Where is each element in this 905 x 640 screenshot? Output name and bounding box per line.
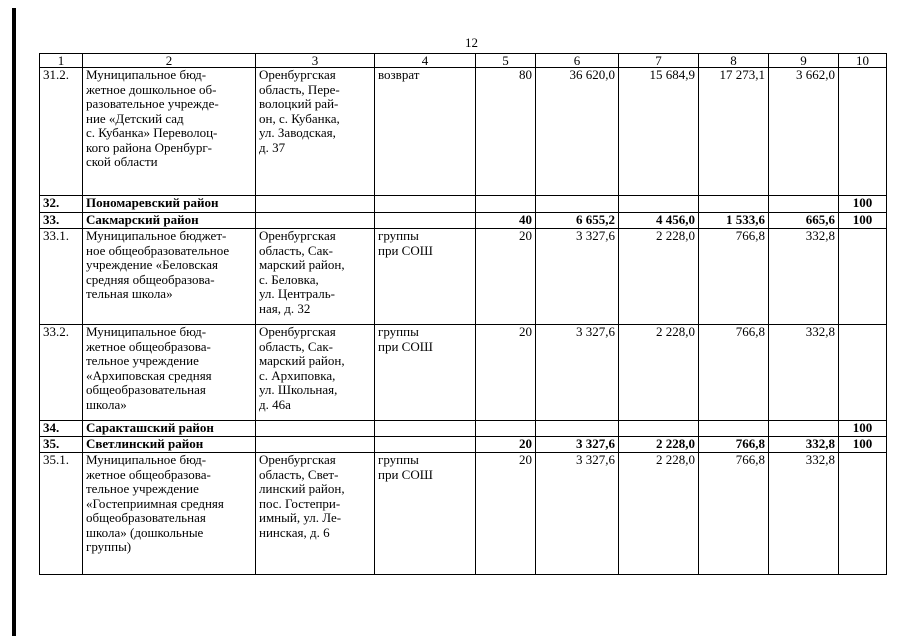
amount-total: 3 327,6 xyxy=(536,453,619,575)
column-number: 7 xyxy=(619,54,699,68)
amount-federal: 2 228,0 xyxy=(619,325,699,421)
institution-row xyxy=(40,68,887,196)
column-number: 8 xyxy=(699,54,769,68)
institution-name: Муниципальное бюд- жетное общеобразова- тельное учреждение «Гостеприимная средняя общеобразовательная школа» (дошкольные группы) xyxy=(83,453,256,575)
type xyxy=(375,437,476,453)
address: Оренбургская область, Сак- марский район, с. Беловка, ул. Централь- ная, д. 32 xyxy=(256,229,375,325)
address xyxy=(256,437,375,453)
institution-name: Сакмарский район xyxy=(83,213,256,229)
amount-regional: 766,8 xyxy=(699,453,769,575)
amount-regional: 766,8 xyxy=(699,325,769,421)
type: группы при СОШ xyxy=(375,229,476,325)
row-number: 34. xyxy=(40,421,83,437)
type: группы при СОШ xyxy=(375,453,476,575)
address: Оренбургская область, Сак- марский район, с. Архиповка, ул. Школьная, д. 46а xyxy=(256,325,375,421)
amount-regional: 766,8 xyxy=(699,229,769,325)
capacity: 20 xyxy=(476,229,536,325)
column-number: 4 xyxy=(375,54,476,68)
institution-name: Светлинский район xyxy=(83,437,256,453)
capacity: 20 xyxy=(476,325,536,421)
type: возврат xyxy=(375,68,476,196)
column-number: 3 xyxy=(256,54,375,68)
page-number: 12 xyxy=(465,35,478,50)
amount-federal: 4 456,0 xyxy=(619,213,699,229)
address: Оренбургская область, Пере- волоцкий рай- он, с. Кубанка, ул. Заводская, д. 37 xyxy=(256,68,375,196)
amount-local: 332,8 xyxy=(769,437,839,453)
percent: 100 xyxy=(839,213,887,229)
row-number: 33.2. xyxy=(40,325,83,421)
address xyxy=(256,196,375,213)
amount-local xyxy=(769,421,839,437)
institution-name: Муниципальное бюджет- ное общеобразовательное учреждение «Беловская средняя общеобразова- тельная школа» xyxy=(83,229,256,325)
amount-federal: 15 684,9 xyxy=(619,68,699,196)
column-number: 1 xyxy=(40,54,83,68)
capacity xyxy=(476,421,536,437)
type: группы при СОШ xyxy=(375,325,476,421)
amount-total: 3 327,6 xyxy=(536,229,619,325)
capacity: 80 xyxy=(476,68,536,196)
amount-federal xyxy=(619,196,699,213)
row-number: 35. xyxy=(40,437,83,453)
amount-local: 665,6 xyxy=(769,213,839,229)
amount-local xyxy=(769,196,839,213)
amount-regional: 766,8 xyxy=(699,437,769,453)
address: Оренбургская область, Свет- линский район, пос. Гостепри- имный, ул. Ле- нинская, д. 6 xyxy=(256,453,375,575)
amount-federal: 2 228,0 xyxy=(619,453,699,575)
row-number: 33. xyxy=(40,213,83,229)
percent xyxy=(839,68,887,196)
amount-regional: 17 273,1 xyxy=(699,68,769,196)
amount-federal xyxy=(619,421,699,437)
district-row xyxy=(40,213,887,229)
percent xyxy=(839,453,887,575)
capacity: 40 xyxy=(476,213,536,229)
institution-name: Муниципальное бюд- жетное дошкольное об- разовательное учрежде- ние «Детский сад с. Кубанка» Переволоц- кого района Оренбург- ской области xyxy=(83,68,256,196)
amount-total xyxy=(536,196,619,213)
row-number: 35.1. xyxy=(40,453,83,575)
page-edge-bar xyxy=(12,8,16,636)
capacity: 20 xyxy=(476,437,536,453)
amount-regional: 1 533,6 xyxy=(699,213,769,229)
district-row xyxy=(40,437,887,453)
amount-total: 3 327,6 xyxy=(536,325,619,421)
column-number: 10 xyxy=(839,54,887,68)
percent: 100 xyxy=(839,437,887,453)
address xyxy=(256,213,375,229)
amount-local: 3 662,0 xyxy=(769,68,839,196)
column-number-row xyxy=(40,54,887,68)
amount-total xyxy=(536,421,619,437)
type xyxy=(375,213,476,229)
capacity: 20 xyxy=(476,453,536,575)
address xyxy=(256,421,375,437)
percent: 100 xyxy=(839,421,887,437)
column-number: 2 xyxy=(83,54,256,68)
amount-total: 6 655,2 xyxy=(536,213,619,229)
institution-name: Муниципальное бюд- жетное общеобразова- тельное учреждение «Архиповская средняя общеобразовательная школа» xyxy=(83,325,256,421)
data-table xyxy=(39,53,887,575)
percent: 100 xyxy=(839,196,887,213)
column-number: 6 xyxy=(536,54,619,68)
amount-total: 3 327,6 xyxy=(536,437,619,453)
institution-row xyxy=(40,453,887,575)
type xyxy=(375,196,476,213)
capacity xyxy=(476,196,536,213)
institution-row xyxy=(40,325,887,421)
institution-row xyxy=(40,229,887,325)
percent xyxy=(839,325,887,421)
percent xyxy=(839,229,887,325)
column-number: 9 xyxy=(769,54,839,68)
row-number: 31.2. xyxy=(40,68,83,196)
amount-local: 332,8 xyxy=(769,229,839,325)
amount-local: 332,8 xyxy=(769,325,839,421)
institution-name: Саракташский район xyxy=(83,421,256,437)
amount-local: 332,8 xyxy=(769,453,839,575)
amount-regional xyxy=(699,196,769,213)
column-number: 5 xyxy=(476,54,536,68)
amount-federal: 2 228,0 xyxy=(619,229,699,325)
district-row xyxy=(40,421,887,437)
row-number: 33.1. xyxy=(40,229,83,325)
amount-total: 36 620,0 xyxy=(536,68,619,196)
row-number: 32. xyxy=(40,196,83,213)
amount-regional xyxy=(699,421,769,437)
type xyxy=(375,421,476,437)
district-row xyxy=(40,196,887,213)
amount-federal: 2 228,0 xyxy=(619,437,699,453)
institution-name: Пономаревский район xyxy=(83,196,256,213)
